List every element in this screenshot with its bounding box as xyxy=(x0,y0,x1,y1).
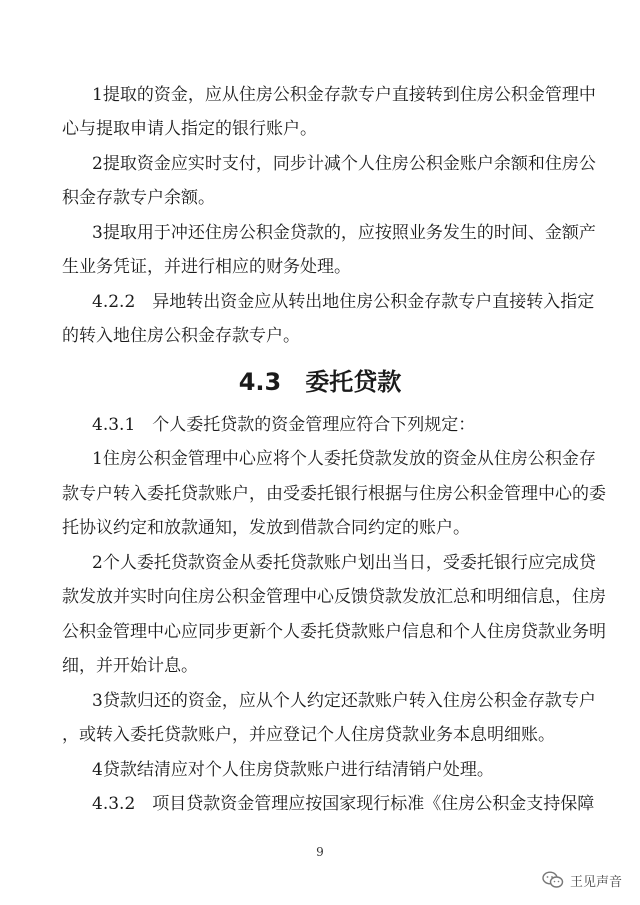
paragraph-line: 2提取资金应实时支付，同步计减个人住房公积金账户余额和住房公 xyxy=(92,154,596,174)
paragraph-line: 的转入地住房公积金存款专户。 xyxy=(62,326,300,346)
page-number: 9 xyxy=(316,845,324,859)
paragraph-line: 款发放并实时向住房公积金管理中心反馈贷款发放汇总和明细信息，住房 xyxy=(62,587,606,607)
paragraph-line: 3提取用于冲还住房公积金贷款的，应按照业务发生的时间、金额产 xyxy=(92,223,596,243)
paragraph-line: ，或转入委托贷款账户，并应登记个人住房贷款业务本息明细账。 xyxy=(62,725,555,745)
watermark xyxy=(542,868,622,892)
paragraph-line: 款专户转入委托贷款账户，由受委托银行根据与住房公积金管理中心的委 xyxy=(62,484,606,504)
paragraph-line: 1提取的资金，应从住房公积金存款专户直接转到住房公积金管理中 xyxy=(92,85,596,105)
paragraph-line: 公积金管理中心应同步更新个人委托贷款账户信息和个人住房贷款业务明 xyxy=(62,622,606,642)
paragraph-line: 托协议约定和放款通知，发放到借款合同约定的账户。 xyxy=(62,518,470,538)
paragraph-line: 1住房公积金管理中心应将个人委托贷款发放的资金从住房公积金存 xyxy=(92,449,596,469)
paragraph-line: 4.2.2 异地转出资金应从转出地住房公积金存款专户直接转入指定 xyxy=(92,292,595,312)
watermark-text: 王见声音 xyxy=(569,874,622,890)
wechat-icon xyxy=(542,871,564,889)
paragraph-line: 积金存款专户余额。 xyxy=(62,188,215,208)
paragraph-line: 生业务凭证，并进行相应的财务处理。 xyxy=(62,257,351,277)
paragraph-line: 3贷款归还的资金，应从个人约定还款账户转入住房公积金存款专户 xyxy=(92,691,596,711)
paragraph-line: 心与提取申请人指定的银行账户。 xyxy=(62,119,317,139)
paragraph-line: 细，并开始计息。 xyxy=(62,656,198,676)
section-heading: 4.3 委托贷款 xyxy=(238,368,402,396)
paragraph-line: 2个人委托贷款资金从委托贷款账户划出当日，受委托银行应完成贷 xyxy=(92,553,596,573)
paragraph-line: 4.3.2 项目贷款资金管理应按国家现行标准《住房公积金支持保障 xyxy=(92,794,595,814)
paragraph-line: 4贷款结清应对个人住房贷款账户进行结清销户处理。 xyxy=(92,760,494,780)
paragraph-line: 4.3.1 个人委托贷款的资金管理应符合下列规定： xyxy=(92,415,476,435)
